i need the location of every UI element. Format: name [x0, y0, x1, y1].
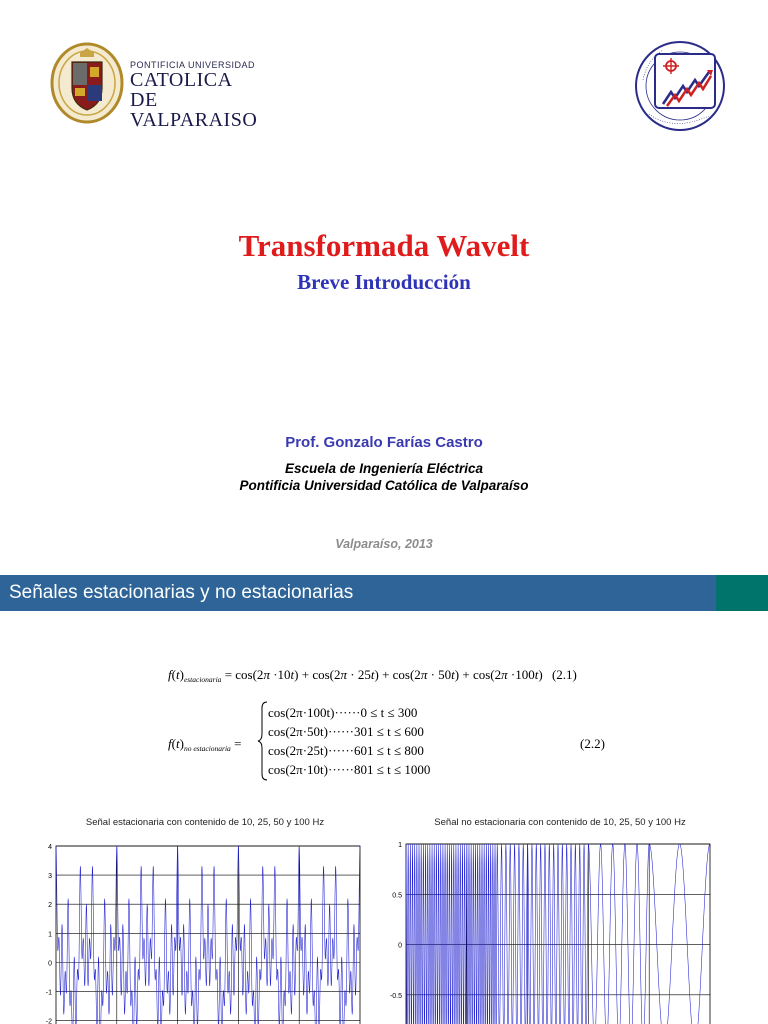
y-tick-label: -0.5: [389, 992, 402, 1000]
electrical-school-logo-icon: [633, 40, 727, 132]
chart-title-stationary: Señal estacionaria con contenido de 10, 25, 50 y 100 Hz: [85, 817, 325, 828]
chart-nonstationary: [380, 838, 720, 1024]
author-affiliation: [0, 460, 768, 494]
equation-number-2: (2.2): [580, 736, 605, 751]
case-row: cos(2π·100t)······0 ≤ t ≤ 300: [268, 705, 418, 720]
y-tick-label: 0.5: [392, 892, 402, 900]
y-tick-label: 0: [398, 942, 402, 950]
university-name-small: PONTIFICIA UNIVERSIDAD: [130, 60, 256, 70]
presentation-subtitle: Breve Introducción: [297, 270, 471, 294]
place-date: Valparaíso, 2013: [335, 537, 433, 551]
case-row: cos(2π·25t)······601 ≤ t ≤ 800: [268, 743, 424, 758]
y-tick-label: -2: [45, 1018, 52, 1024]
y-tick-label: 0: [48, 960, 52, 968]
slide-header-title: Señales estacionarias y no estacionarias: [9, 582, 354, 603]
university-wordmark: [130, 60, 280, 130]
signal-series-line: [56, 846, 360, 1024]
equation-number-1: (2.1): [551, 667, 577, 682]
signal-series-line: [406, 844, 710, 1024]
case-row: cos(2π·10t)······801 ≤ t ≤ 1000: [268, 762, 431, 777]
y-tick-label: 1: [48, 931, 52, 939]
header-accent-block: [716, 575, 768, 611]
university-name-line2: DE VALPARAISO: [130, 89, 258, 131]
y-tick-label: 4: [48, 844, 52, 851]
presentation-title: Transformada Wavelt: [238, 228, 530, 263]
piecewise-cases: [268, 703, 430, 779]
school-name: Escuela de Ingeniería Eléctrica: [284, 461, 484, 476]
y-tick-label: 2: [48, 902, 52, 910]
y-tick-label: 3: [48, 873, 52, 881]
y-tick-label: 1: [398, 842, 402, 849]
y-tick-label: -1: [45, 989, 52, 997]
chart-title-nonstationary: Señal no estacionaria con contenido de 10, 25, 50 y 100 Hz: [434, 817, 686, 828]
author-name: Prof. Gonzalo Farías Castro: [285, 434, 483, 451]
institution-name: Pontificia Universidad Católica de Valparaíso: [239, 478, 529, 493]
chart-stationary: [30, 838, 370, 1024]
university-seal-icon: [50, 42, 124, 124]
case-row: cos(2π·50t)······301 ≤ t ≤ 600: [268, 724, 424, 739]
equation-stationary: $f(t)_{estacionaria} = \cos(2\pi \cdot 10t) + \cos(2\pi \cdot 25t) + \cos(2\pi \cdot 50t) + \cos(2\pi \cdot 100t)$ (2.1): [168, 667, 577, 684]
slide-header-bar: [0, 575, 768, 611]
university-logo: [50, 42, 280, 131]
equation-nonstationary-lhs: $f(t)_{no estacionaria}$ =: [168, 736, 242, 753]
university-name-line1: CATOLICA: [130, 69, 233, 91]
